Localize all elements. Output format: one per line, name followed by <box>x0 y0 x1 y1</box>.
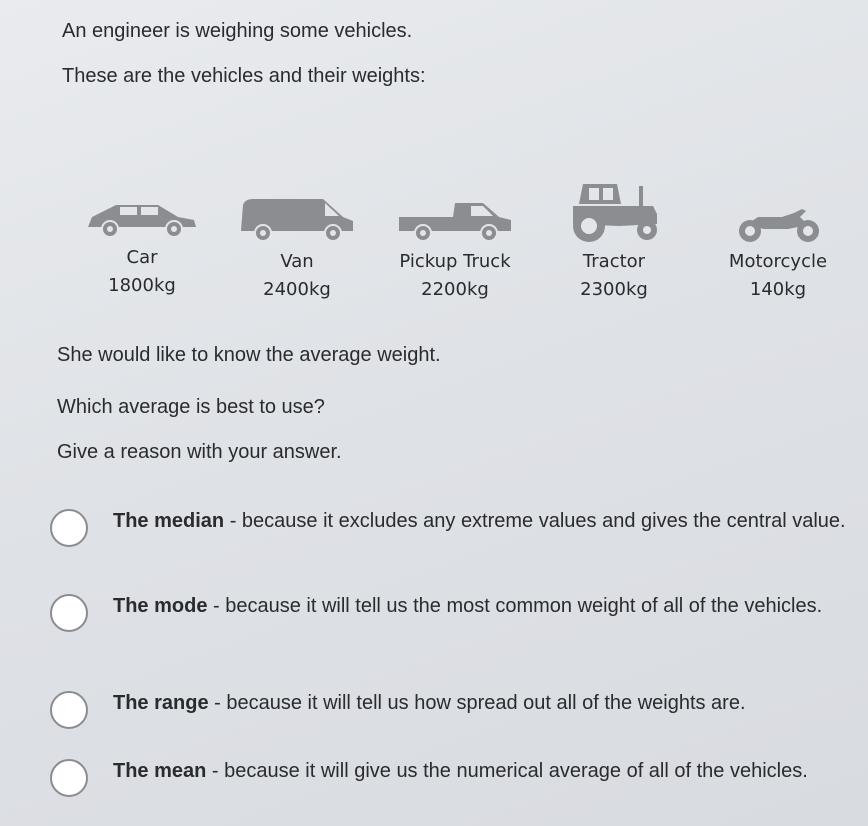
radio-button[interactable] <box>50 509 88 547</box>
question-line-3: Give a reason with your answer. <box>57 441 342 463</box>
option-text[interactable] <box>113 505 848 537</box>
radio-button[interactable] <box>50 594 88 632</box>
option-term: The median <box>113 510 225 532</box>
vehicle-weight: 140kg <box>749 279 807 300</box>
vehicle-name: Tractor <box>582 251 646 272</box>
question-line-2: Which average is best to use? <box>57 396 325 418</box>
intro-line-1: An engineer is weighing some vehicles. <box>62 20 413 42</box>
radio-button[interactable] <box>50 691 88 729</box>
vehicle-weight: 2300kg <box>580 279 648 300</box>
vehicle-weight: 1800kg <box>108 275 176 296</box>
vehicle-name: Car <box>126 247 158 268</box>
van-icon <box>235 195 359 245</box>
tractor-icon <box>559 180 669 245</box>
vehicle-van <box>217 195 377 300</box>
question-line-1: She would like to know the average weight. <box>57 344 441 366</box>
vehicle-name: Pickup Truck <box>399 251 511 272</box>
intro-line-2: These are the vehicles and their weights: <box>62 65 426 87</box>
option-text[interactable] <box>113 755 848 787</box>
car-icon <box>82 195 202 241</box>
pickup-truck-icon <box>393 195 517 245</box>
motorcycle-icon <box>728 203 828 245</box>
vehicle-weight: 2200kg <box>421 279 489 300</box>
option-term: The range <box>113 692 209 714</box>
vehicle-tractor <box>534 180 694 300</box>
vehicle-name: Motorcycle <box>728 251 828 272</box>
vehicle-car <box>62 195 222 296</box>
vehicle-motorcycle <box>698 203 858 300</box>
option-reason: - because it will tell us how spread out all of the weights are. <box>208 692 746 714</box>
option-reason: - because it will give us the numerical average of all of the vehicles. <box>206 760 808 782</box>
vehicle-weight: 2400kg <box>263 279 331 300</box>
option-text[interactable] <box>113 590 848 622</box>
vehicle-pickup-truck <box>375 195 535 300</box>
option-reason: - because it will tell us the most common weight of all of the vehicles. <box>207 595 823 617</box>
radio-button[interactable] <box>50 759 88 797</box>
option-term: The mode <box>113 595 208 617</box>
option-term: The mean <box>113 760 207 782</box>
option-reason: - because it excludes any extreme values and gives the central value. <box>224 510 846 532</box>
vehicle-name: Van <box>280 251 314 272</box>
option-text[interactable] <box>113 687 848 719</box>
